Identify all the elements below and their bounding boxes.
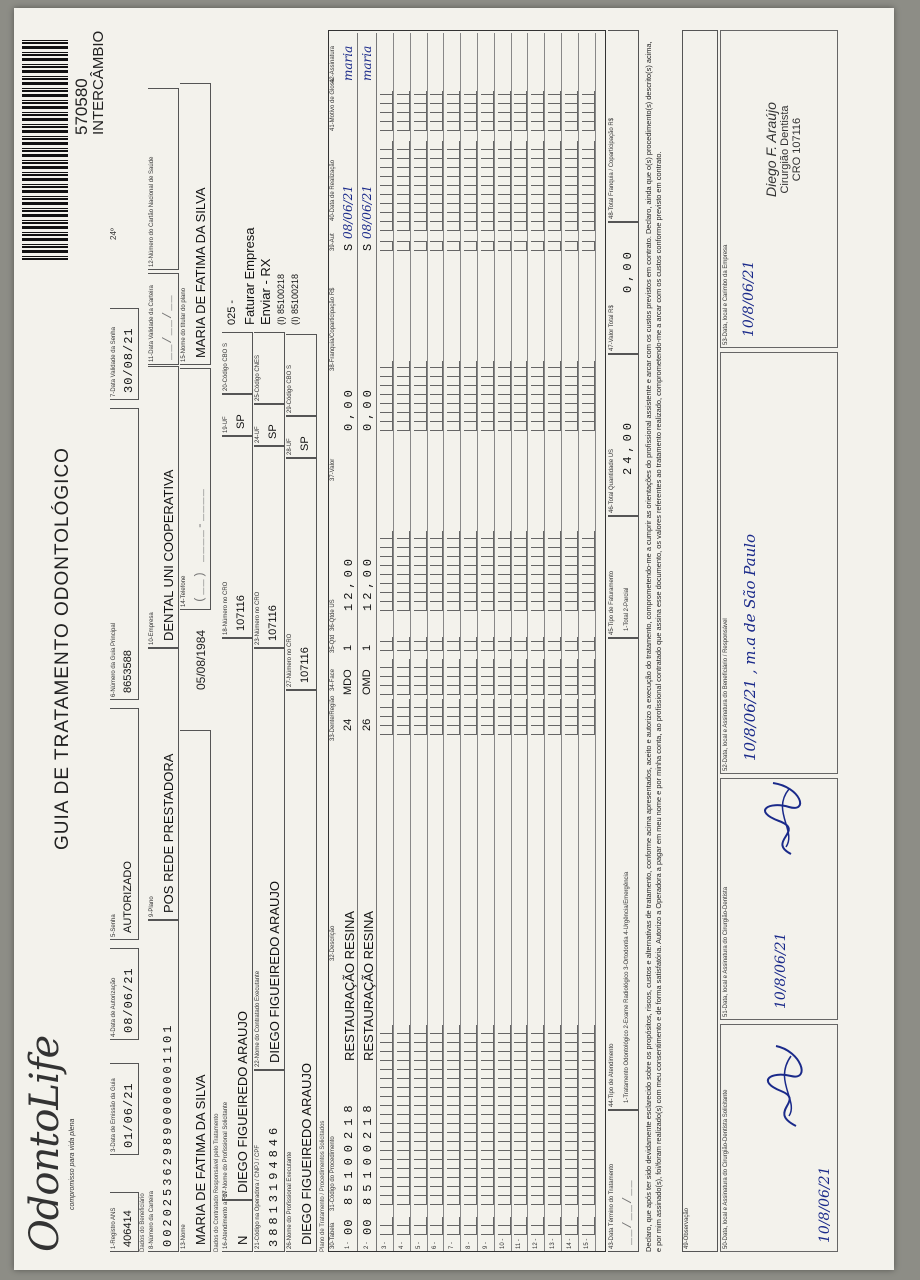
entry-cells xyxy=(498,699,511,735)
entry-cells xyxy=(498,659,511,695)
field-48-box: 48-Total Franquia / Coparticipação R$ xyxy=(608,30,639,222)
row-number: 7 - xyxy=(449,1241,456,1249)
signature-52-box: 52-Data, local e Assinatura do Beneficiário / Responsável 10/8/06/21 , m.a de São Paulo xyxy=(720,352,838,774)
entry-cells xyxy=(498,637,511,651)
field-7-box: 7-Data Validade da Senha 30/08/21 xyxy=(110,308,139,400)
row-number: 10 - xyxy=(499,1238,506,1249)
signature-51-box: 51-Data, local e Assinatura do Cirurgião-Dentista 10/8/06/21 xyxy=(720,778,838,1020)
entry-cells xyxy=(582,1217,595,1235)
procedure-date: 08/06/21 xyxy=(360,185,374,239)
field-20-box: 20-Código CBO S xyxy=(222,332,253,394)
entry-cells xyxy=(531,531,544,611)
total-value: 0,00 xyxy=(621,248,635,293)
procedures-table: 30-Tabela 31-Código do Procedimento 32-Descrição 33-Dente/Região 34-Face 35-Qtd 36-Qtde US 37-Valor 38-Franquia/Coparticipação R$ 39-Aut 40-Data de Realização 41-Motivo de Glosa 42-Assinatura 1 - 00 85100218 RESTAURAÇÃO RESINA 24 MDO 1 12,00 0,00 S 08/06/21 maria 2 - 00 85100218 RESTAURAÇÃO RESINA 26 OMD 1 12,00 0,00 S 08/06/21 maria 3 - 4 - 5 - 6 - 7 - 8 - 9 - 10 - 11 - 12 - 13 - 14 - 15 - xyxy=(328,30,606,1252)
entry-cells xyxy=(430,659,443,695)
procedure-row-empty xyxy=(427,33,444,1251)
card-validity: __/__/__ xyxy=(161,294,175,360)
entry-cells xyxy=(481,141,494,231)
field-14-box: 14-Telefone (__) ____-____ xyxy=(180,368,211,610)
entry-cells xyxy=(481,1025,494,1205)
entry-cells xyxy=(414,1217,427,1235)
senha: AUTORIZADO xyxy=(122,861,134,933)
total-us: 24,00 xyxy=(621,418,635,475)
field-6-box: 6-Número da Guia Principal 8653588 xyxy=(110,408,139,700)
entry-cells xyxy=(380,1025,393,1205)
entry-cells xyxy=(447,637,460,651)
row-number: 12 - xyxy=(533,1238,540,1249)
field-24-box: 24-UF SP xyxy=(254,404,285,446)
procedure-desc: RESTAURAÇÃO RESINA xyxy=(361,910,376,1061)
entry-cells xyxy=(514,637,527,651)
entry-cells xyxy=(481,531,494,611)
entry-cells xyxy=(514,659,527,695)
procedure-row-empty xyxy=(478,33,495,1251)
field-1-box: 1-Registro ANS 406414 xyxy=(110,1192,139,1252)
entry-cells xyxy=(430,531,443,611)
procedure-code: 85100218 xyxy=(361,1099,375,1205)
entry-cells xyxy=(447,361,460,431)
row-number: 8 - xyxy=(466,1241,472,1249)
entry-cells xyxy=(582,241,595,251)
entry-cells xyxy=(548,141,561,231)
row-number: 6 - xyxy=(432,1241,439,1249)
entry-cells xyxy=(514,241,527,251)
procedure-row-empty xyxy=(528,33,545,1251)
entry-cells xyxy=(430,1025,443,1205)
page-title: GUIA DE TRATAMENTO ODONTOLÓGICO xyxy=(52,447,73,850)
newborn-flag: N xyxy=(235,1235,250,1245)
field-4-box: 4-Data de Autorização 08/06/21 xyxy=(110,948,139,1040)
field-49-box: 49-Observação xyxy=(682,30,718,1252)
entry-cells xyxy=(565,241,578,251)
entry-cells xyxy=(397,659,410,695)
procedure-row-empty xyxy=(579,33,596,1251)
entry-cells xyxy=(397,531,410,611)
entry-cells xyxy=(414,361,427,431)
entry-cells xyxy=(582,141,595,231)
entry-cells xyxy=(447,531,460,611)
plan: POS REDE PRESTADORA xyxy=(161,753,176,913)
barcode xyxy=(22,40,68,260)
entry-cells xyxy=(464,1025,477,1205)
guide-type: INTERCÂMBIO xyxy=(90,30,107,135)
entry-cells xyxy=(414,91,427,131)
requesting-signature xyxy=(761,1041,811,1131)
entry-cells xyxy=(380,1217,393,1235)
field-10-box: 10-Empresa DENTAL UNI COOPERATIVA xyxy=(148,366,179,648)
company-stamp: Diego F. Araújo Cirurgião Dentista CRO 107116 xyxy=(763,102,803,197)
note-code-1: (I) 85100218 xyxy=(276,273,286,325)
note-enviar: Enviar - RX xyxy=(258,258,273,325)
section-contracted: Dados do Contratado Responsável pelo Tratamento xyxy=(214,1113,220,1252)
entry-cells xyxy=(397,637,410,651)
row-number: 11 - xyxy=(516,1239,523,1249)
field-46-box: 46-Total Quantidade US 24,00 xyxy=(608,354,639,516)
row-number: 15 - xyxy=(583,1238,590,1249)
row-number: 3 - xyxy=(382,1241,388,1249)
entry-cells xyxy=(548,637,561,651)
field-25-box: 25-Código CNES xyxy=(254,332,285,404)
entry-cells xyxy=(430,637,443,651)
brand-logo: OdontoLife xyxy=(22,1035,68,1252)
section-beneficiary: Dados do Beneficiário xyxy=(140,1193,146,1252)
row-number: 14 - xyxy=(566,1238,573,1249)
entry-cells xyxy=(414,531,427,611)
entry-cells xyxy=(414,241,427,251)
field-13-box: 13-Nome MARIA DE FATIMA DA SILVA xyxy=(180,730,211,1252)
password-validity: 30/08/21 xyxy=(122,327,136,393)
authorization-date: 08/06/21 xyxy=(122,967,136,1033)
entry-cells xyxy=(481,91,494,131)
entry-cells xyxy=(498,141,511,231)
note-025: 025 - xyxy=(226,299,238,325)
operator-code: 38813194846 xyxy=(267,1123,281,1247)
field-19-box: 19-UF SP xyxy=(222,394,253,436)
entry-cells xyxy=(498,1217,511,1235)
entry-cells xyxy=(498,91,511,131)
dentist-signature-date: 10/8/06/21 xyxy=(773,932,789,1009)
note-code-2: (I) 85100218 xyxy=(290,273,300,325)
field-45-box: 45-Tipo de Faturamento 1-Total 2-Parcial xyxy=(608,516,639,638)
entry-cells xyxy=(548,699,561,735)
entry-cells xyxy=(447,699,460,735)
requesting-cro: 107116 xyxy=(235,595,247,631)
procedure-row-empty xyxy=(411,33,428,1251)
field-12-box: 12-Número do Cartão Nacional de Saúde xyxy=(148,88,179,270)
field-15-box: 15-Nome do titular do plano MARIA DE FATIMA DA SILVA xyxy=(180,83,211,365)
document-page xyxy=(14,8,894,1270)
entry-cells xyxy=(531,1217,544,1235)
entry-cells xyxy=(397,1025,410,1205)
entry-cells xyxy=(414,637,427,651)
field-18-box: 18-Número no CRO 107116 xyxy=(222,436,253,638)
emission-date: 01/06/21 xyxy=(122,1082,136,1148)
beneficiary-signature: 10/8/06/21 , m.a de São Paulo xyxy=(741,533,759,761)
field-5-box: 5-Senha AUTORIZADO xyxy=(110,708,139,940)
entry-cells xyxy=(514,141,527,231)
patient-initial-signature: maria xyxy=(360,45,374,81)
row-number: 5 - xyxy=(415,1241,422,1249)
executing-professional-uf: SP xyxy=(299,436,311,451)
entry-cells xyxy=(565,699,578,735)
entry-cells xyxy=(447,1217,460,1235)
entry-cells xyxy=(430,241,443,251)
entry-cells xyxy=(481,361,494,431)
entry-cells xyxy=(565,659,578,695)
entry-cells xyxy=(380,141,393,231)
entry-cells xyxy=(565,637,578,651)
field-29-box: 29-Código CBO S xyxy=(286,334,317,416)
note-faturar: Faturar Empresa xyxy=(242,227,257,325)
executing-professional-cro: 107116 xyxy=(299,647,311,683)
procedure-row-empty xyxy=(461,33,478,1251)
entry-cells xyxy=(447,241,460,251)
procedure-row-1: 1 - 00 85100218 RESTAURAÇÃO RESINA 24 MDO 1 12,00 0,00 S 08/06/21 maria xyxy=(339,33,358,1251)
requesting-professional: DIEGO FIGUEIREDO ARAUJO xyxy=(235,1010,250,1193)
procedure-row-empty xyxy=(495,33,512,1251)
entry-cells xyxy=(514,91,527,131)
entry-cells xyxy=(380,91,393,131)
entry-cells xyxy=(464,637,477,651)
entry-cells xyxy=(481,699,494,735)
entry-cells xyxy=(548,1025,561,1205)
entry-cells xyxy=(397,699,410,735)
entry-cells xyxy=(397,361,410,431)
entry-cells xyxy=(548,531,561,611)
entry-cells xyxy=(582,637,595,651)
entry-cells xyxy=(464,1217,477,1235)
entry-cells xyxy=(481,637,494,651)
entry-cells xyxy=(565,91,578,131)
field-27-box: 27-Número no CRO 107116 xyxy=(286,458,317,690)
entry-cells xyxy=(397,241,410,251)
row-number: 4 - xyxy=(398,1241,405,1249)
entry-cells xyxy=(481,659,494,695)
field-28-box: 28-UF SP xyxy=(286,416,317,458)
entry-cells xyxy=(498,1025,511,1205)
entry-cells xyxy=(582,531,595,611)
entry-cells xyxy=(380,637,393,651)
field-23-box: 23-Número no CRO 107116 xyxy=(254,446,285,648)
field-8-box: 8-Número da Carteira 0020253629890000001101 xyxy=(148,920,179,1252)
field-26-box: 26-Nome do Profissional Executante DIEGO FIGUEIREDO ARAUJO xyxy=(286,690,317,1252)
procedure-row-empty xyxy=(511,33,528,1251)
entry-cells xyxy=(397,1217,410,1235)
field-22-box: 22-Nome do Contratado Executante DIEGO FIGUEIREDO ARAUJO xyxy=(254,648,285,1070)
entry-cells xyxy=(414,1025,427,1205)
entry-cells xyxy=(498,531,511,611)
entry-cells xyxy=(414,699,427,735)
entry-cells xyxy=(582,91,595,131)
page-mark: 24º xyxy=(109,228,118,240)
procedure-date: 08/06/21 xyxy=(341,185,355,239)
guide-number: 570580 xyxy=(72,78,91,135)
entry-cells xyxy=(380,699,393,735)
entry-cells xyxy=(514,531,527,611)
entry-cells xyxy=(531,1025,544,1205)
entry-cells xyxy=(447,659,460,695)
entry-cells xyxy=(531,361,544,431)
entry-cells xyxy=(464,361,477,431)
entry-cells xyxy=(380,361,393,431)
entry-cells xyxy=(430,1217,443,1235)
main-guide-number: 8653588 xyxy=(122,650,134,693)
company: DENTAL UNI COOPERATIVA xyxy=(161,469,176,641)
executing-professional: DIEGO FIGUEIREDO ARAUJO xyxy=(299,1062,314,1245)
entry-cells xyxy=(548,1217,561,1235)
entry-cells xyxy=(548,91,561,131)
procedure-desc: RESTAURAÇÃO RESINA xyxy=(342,910,357,1061)
entry-cells xyxy=(414,141,427,231)
entry-cells xyxy=(498,361,511,431)
entry-cells xyxy=(565,1217,578,1235)
entry-cells xyxy=(464,659,477,695)
procedure-row-2: 2 - 00 85100218 RESTAURAÇÃO RESINA 26 OMD 1 12,00 0,00 S 08/06/21 maria xyxy=(358,33,377,1251)
entry-cells xyxy=(514,361,527,431)
procedure-row-empty xyxy=(394,33,411,1251)
executing-uf: SP xyxy=(267,424,279,439)
entry-cells xyxy=(514,1217,527,1235)
entry-cells xyxy=(397,91,410,131)
entry-cells xyxy=(582,361,595,431)
patient-name: MARIA DE FATIMA DA SILVA xyxy=(193,1074,208,1245)
entry-cells xyxy=(514,699,527,735)
registro-ans: 406414 xyxy=(122,1210,134,1247)
phone: (__) ____-____ xyxy=(193,488,207,603)
declaration-text: Declaro, que após ter sido devidamente esclarecido sobre os propósitos, riscos, custos e alternativas de tratamento, conforme acima apresentados, aceito e autorizo a execução do tratamento, comprometendo-me a cumprir as orientações do profissional assistente e arcar com os custos previstos em contrato. Declaro, ainda que o(s) procedimento(s) descrito(s) acima, e por mim assinado(s), foi/foram realizado(s) com meu consentimento e de forma satisfatória. Autorizo a Operadora a pagar em meu nome e por minha conta, ao profissional contratado que assina esse documento, os valores referentes ao tratamento realizado, comprometendo-me a arcar com os custos conforme previsto em contrato. xyxy=(644,41,663,1252)
entry-cells xyxy=(430,91,443,131)
brand-tagline: compromisso para vida plena xyxy=(69,1118,76,1210)
requesting-signature-date: 10/8/06/21 xyxy=(817,1166,833,1243)
entry-cells xyxy=(481,1217,494,1235)
entry-cells xyxy=(481,241,494,251)
entry-cells xyxy=(582,1025,595,1205)
entry-cells xyxy=(397,141,410,231)
entry-cells xyxy=(531,241,544,251)
entry-cells xyxy=(531,141,544,231)
entry-cells xyxy=(464,531,477,611)
entry-cells xyxy=(531,91,544,131)
field-17-box: 17-Nome do Profissional Solicitante DIEGO FIGUEIREDO ARAUJO xyxy=(222,638,253,1200)
row-number: 13 - xyxy=(550,1238,556,1249)
entry-cells xyxy=(430,699,443,735)
entry-cells xyxy=(582,659,595,695)
field-43-box: 43-Data Término do Tratamento __/__/__ xyxy=(608,1110,639,1252)
rotated-form xyxy=(14,8,894,1270)
entry-cells xyxy=(565,531,578,611)
patient-initial-signature: maria xyxy=(341,45,355,81)
entry-cells xyxy=(565,141,578,231)
entry-cells xyxy=(430,361,443,431)
entry-cells xyxy=(430,141,443,231)
card-number: 0020253629890000001101 xyxy=(161,1022,175,1247)
entry-cells xyxy=(498,241,511,251)
procedure-row-empty xyxy=(444,33,461,1251)
dentist-signature xyxy=(761,779,811,859)
company-stamp-date: 10/8/06/21 xyxy=(741,260,757,337)
section-procedures: Plano de Tratamento / Procedimentos Solicitados xyxy=(320,1120,326,1252)
entry-cells xyxy=(447,141,460,231)
field-3-box: 3-Data de Emissão da Guia 01/06/21 xyxy=(110,1063,139,1155)
field-11-box: 11-Data Validade da Carteira __/__/__ xyxy=(148,273,179,365)
entry-cells xyxy=(565,1025,578,1205)
entry-cells xyxy=(464,241,477,251)
birth-date: 05/08/1984 xyxy=(194,629,208,690)
entry-cells xyxy=(380,531,393,611)
entry-cells xyxy=(548,659,561,695)
row-number: 9 - xyxy=(482,1241,489,1249)
entry-cells xyxy=(531,699,544,735)
entry-cells xyxy=(447,1025,460,1205)
holder-name: MARIA DE FATIMA DA SILVA xyxy=(193,187,208,358)
entry-cells xyxy=(531,659,544,695)
entry-cells xyxy=(548,241,561,251)
entry-cells xyxy=(548,361,561,431)
entry-cells xyxy=(447,91,460,131)
entry-cells xyxy=(414,659,427,695)
procedure-row-empty xyxy=(377,33,394,1251)
field-9-box: 9-Plano POS REDE PRESTADORA xyxy=(148,648,179,920)
entry-cells xyxy=(582,699,595,735)
field-44-box: 44-Tipo de Atendimento 1-Tratamento Odontológico 2-Exame Radiológico 3-Ortodontia 4-Urgência/Emergência xyxy=(608,638,639,1110)
procedure-row-empty xyxy=(562,33,579,1251)
requesting-uf: SP xyxy=(235,414,247,429)
entry-cells xyxy=(464,141,477,231)
procedure-row-empty xyxy=(545,33,562,1251)
entry-cells xyxy=(565,361,578,431)
executing-contractor: DIEGO FIGUEIREDO ARAUJO xyxy=(267,880,282,1063)
field-47-box: 47-Valor Total R$ 0,00 xyxy=(608,222,639,354)
entry-cells xyxy=(514,1025,527,1205)
entry-cells xyxy=(380,241,393,251)
signature-53-box: 53-Data, local e Carimbo da Empresa 10/8/06/21 Diego F. Araújo Cirurgião Dentista CRO 107116 xyxy=(720,30,838,348)
entry-cells xyxy=(464,91,477,131)
field-16-box: 16-Atendimento a RN N xyxy=(222,1200,253,1252)
signature-50-box: 50-Data, local e Assinatura do Cirurgião-Dentista Solicitante 10/8/06/21 xyxy=(720,1024,838,1252)
entry-cells xyxy=(380,659,393,695)
field-21-box: 21-Código na Operadora / CNPJ / CPF 38813194846 xyxy=(254,1070,285,1252)
entry-cells xyxy=(464,699,477,735)
executing-cro: 107116 xyxy=(267,605,279,641)
entry-cells xyxy=(531,637,544,651)
procedure-code: 85100218 xyxy=(342,1099,356,1205)
